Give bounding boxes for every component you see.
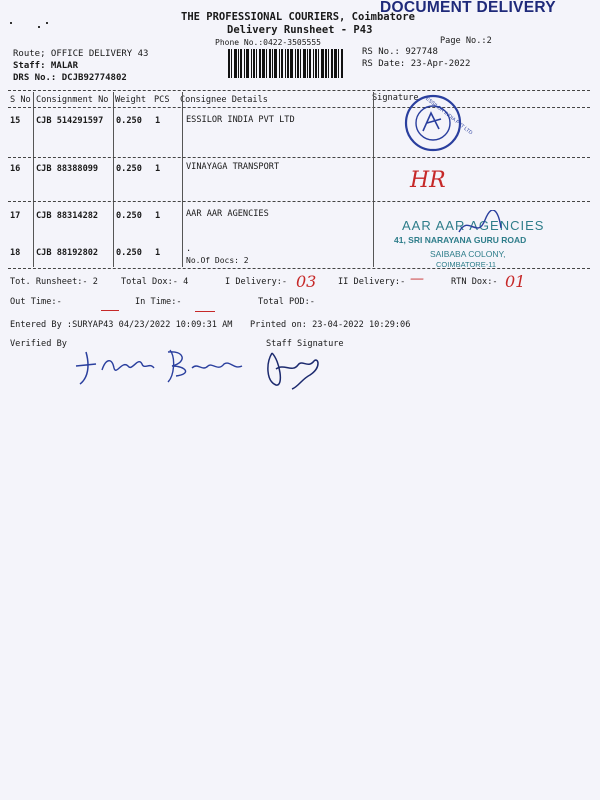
staff-signature [262,347,324,391]
row-weight: 0.250 [116,164,142,174]
ii-delivery-handwritten: — [410,271,424,287]
i-delivery-handwritten: 03 [296,272,317,291]
row-weight: 0.250 [116,211,142,221]
seal-text: ESSILOR INDIA PVT LTD [424,96,474,137]
in-time: In Time:- [135,297,182,307]
row-consignment: CJB 514291597 [36,116,104,126]
printed-on: Printed on: 23-04-2022 10:29:06 [250,320,411,330]
table-top-rule [8,90,590,91]
col-divider [182,92,183,267]
phone-number: Phone No.:0422-3505555 [215,38,321,47]
scan-speck [38,26,40,28]
col-header-consignment: Consignment No [36,95,109,105]
row-weight: 0.250 [116,248,142,258]
table-bottom-rule [8,268,590,269]
row-consignment: CJB 88192802 [36,248,99,258]
col-divider [33,92,34,267]
col-header-pcs: PCS [154,95,170,105]
row-weight: 0.250 [116,116,142,126]
no-of-docs: No.Of Docs: 2 [186,256,249,265]
agency-stamp-city: COIMBATORE-11 [436,260,497,269]
rtn-dox-handwritten: 01 [505,272,526,291]
verifier-signature [72,346,247,390]
col-header-signature: Signature [372,93,419,103]
row-pcs: 1 [155,116,161,126]
handwritten-dash [195,311,215,312]
rtn-dox: RTN Dox:- [451,277,498,287]
handwritten-dash [101,310,119,311]
agency-stamp-address: 41, SRI NARAYANA GURU ROAD [394,235,527,245]
col-header-sno: S No [10,95,31,105]
row-consignee: ESSILOR INDIA PVT LTD [186,115,295,125]
staff: Staff: MALAR [13,61,79,71]
runsheet-title: Delivery Runsheet - P43 [227,24,373,36]
total-pod: Total POD:- [258,297,315,307]
page-number: Page No.:2 [440,36,492,46]
agency-signature-scribble [455,210,505,240]
row-pcs: 1 [155,164,161,174]
scan-speck [46,22,48,24]
row-consignment: CJB 88314282 [36,211,99,221]
rs-number: RS No.: 927748 [362,47,438,57]
scan-speck [10,22,12,24]
entered-by: Entered By :SURYAP43 04/23/2022 10:09:31 AM [10,320,233,330]
total-dox: Total Dox:- 4 [121,277,189,287]
agency-stamp-area: SAIBABA COLONY, [430,249,506,259]
table-header-rule [8,107,590,108]
col-header-consignee: Consignee Details [180,95,268,105]
out-time: Out Time:- [10,297,62,307]
verified-by-label: Verified By [10,339,67,349]
row-pcs: 1 [155,211,161,221]
handwritten-initials: HR [410,168,446,193]
row-consignee: . [186,244,192,254]
i-delivery: I Delivery:- [225,277,288,287]
row-sno: 15 [10,116,21,126]
company-name: THE PROFESSIONAL COURIERS, Coimbatore [181,11,415,23]
agency-stamp-name: AAR AAR AGENCIES [402,218,545,233]
row-consignment: CJB 88388099 [36,164,99,174]
row-rule [8,157,590,158]
col-divider [113,92,114,267]
row-pcs: 1 [155,248,161,258]
row-consignee: VINAYAGA TRANSPORT [186,162,280,172]
row-sno: 18 [10,248,21,258]
total-runsheet: Tot. Runsheet:- 2 [10,277,98,287]
row-sno: 17 [10,211,21,221]
col-header-weight: Weight [115,95,147,105]
row-sno: 16 [10,164,21,174]
document-delivery-stamp: DOCUMENT DELIVERY [380,0,556,16]
row-consignee: AAR AAR AGENCIES [186,209,269,219]
route: Route; OFFICE DELIVERY 43 [13,49,149,59]
col-divider [373,92,374,267]
barcode [228,49,356,78]
rs-date: RS Date: 23-Apr-2022 [362,59,471,69]
drs-number: DRS No.: DCJB92774802 [13,73,127,83]
ii-delivery: II Delivery:- [338,277,406,287]
staff-signature-label: Staff Signature [266,339,344,349]
row-rule [8,201,590,202]
